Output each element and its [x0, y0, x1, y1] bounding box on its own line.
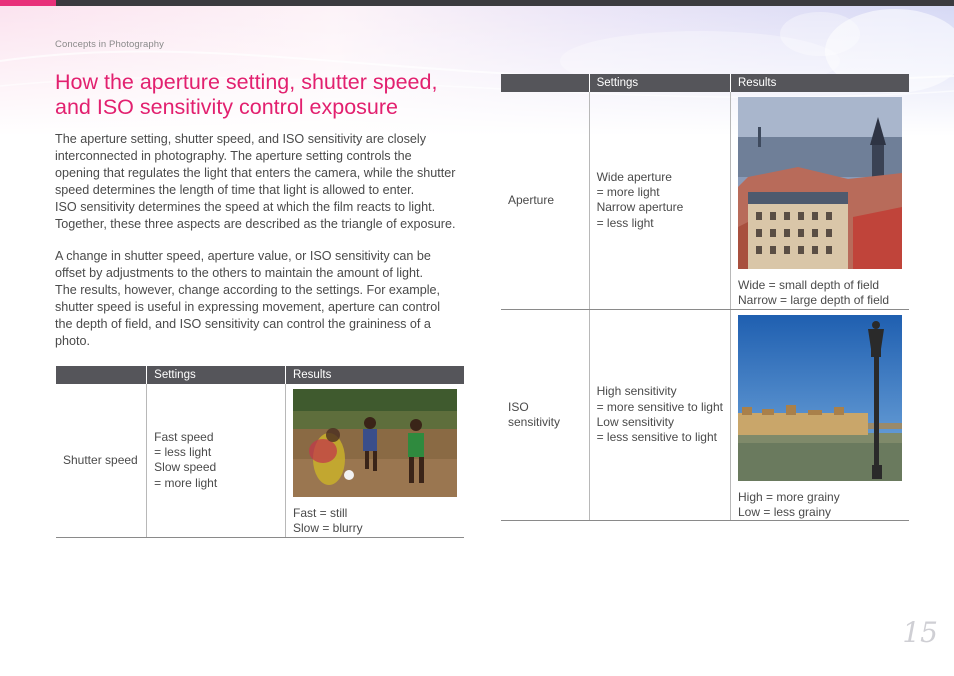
table-row-shutter-speed [56, 384, 464, 537]
results-cell [285, 384, 464, 537]
results-line: High = more grainy [738, 489, 840, 504]
header-cell-blank [56, 366, 147, 384]
page-title [55, 70, 475, 120]
explanation-paragraph [55, 248, 467, 350]
page-number: 15 [902, 616, 938, 649]
text-line: offset by adjustments to the others to maintain the amount of light. [55, 266, 423, 280]
soccer-players-photo [293, 389, 457, 497]
text-line: photo. [55, 334, 91, 348]
results-cell [731, 309, 910, 521]
text-line: ISO sensitivity determines the speed at which the film reacts to light. [55, 200, 436, 214]
table-header-row [56, 366, 464, 384]
settings-cell [147, 384, 286, 537]
settings-line: = more light [596, 185, 660, 199]
settings-line: Wide aperture [596, 169, 672, 184]
settings-line: High sensitivity [596, 384, 677, 399]
results-line: Slow = blurry [292, 521, 363, 536]
text-line: shutter speed is useful in expressing movement, aperture can control [55, 300, 441, 314]
text-line: interconnected in photography. The aperture setting controls the [55, 149, 412, 163]
shutter-speed-table [56, 366, 464, 538]
header-cell-results: Results [285, 366, 464, 384]
header-cell-settings: Settings [589, 74, 730, 92]
city-rooftops-photo [738, 97, 902, 269]
results-cell [731, 92, 910, 309]
settings-line: = less light [154, 445, 212, 459]
header-cell-blank [501, 74, 589, 92]
settings-line: Narrow aperture [596, 200, 684, 215]
results-line: Wide = small depth of field [738, 278, 880, 292]
street-lamp-river-photo [738, 315, 902, 481]
table-row-aperture [501, 92, 909, 309]
header-cell-results: Results [731, 74, 910, 92]
results-line: Low = less grainy [738, 504, 832, 519]
settings-cell [589, 309, 730, 521]
row-label: Shutter speed [56, 384, 147, 537]
results-line: Fast = still [292, 506, 348, 520]
text-line: Together, these three aspects are described as the triangle of exposure. [55, 217, 456, 231]
settings-cell [589, 92, 730, 309]
text-line: opening that regulates the light that enters the camera, while the shutter [55, 166, 456, 180]
table-header-row [501, 74, 909, 92]
text-line: speed determines the length of time that light is allowed to enter. [55, 183, 415, 197]
results-line: Narrow = large depth of field [738, 293, 890, 308]
page-title-line: How the aperture setting, shutter speed, [55, 70, 438, 94]
header-cell-settings: Settings [147, 366, 286, 384]
breadcrumb: Concepts in Photography [55, 39, 164, 50]
table-row-iso-sensitivity [501, 309, 909, 521]
text-line: The results, however, change according to the settings. For example, [55, 283, 441, 297]
row-label: ISO sensitivity [501, 309, 589, 521]
row-label: Aperture [501, 92, 589, 309]
intro-paragraph [55, 131, 467, 233]
settings-line: = more light [154, 475, 218, 490]
text-line: The aperture setting, shutter speed, and ISO sensitivity are closely [55, 132, 427, 146]
text-line: the depth of field, and ISO sensitivity can control the graininess of a [55, 317, 431, 331]
settings-line: Fast speed [154, 429, 214, 444]
settings-line: Low sensitivity [596, 414, 674, 429]
settings-line: = less light [596, 215, 654, 230]
settings-line: = more sensitive to light [596, 399, 723, 414]
settings-line: = less sensitive to light [596, 430, 717, 445]
page-title-line: and ISO sensitivity control exposure [55, 95, 398, 119]
aperture-iso-table [501, 74, 909, 521]
text-line: A change in shutter speed, aperture value, or ISO sensitivity can be [55, 249, 431, 263]
settings-line: Slow speed [154, 460, 217, 475]
